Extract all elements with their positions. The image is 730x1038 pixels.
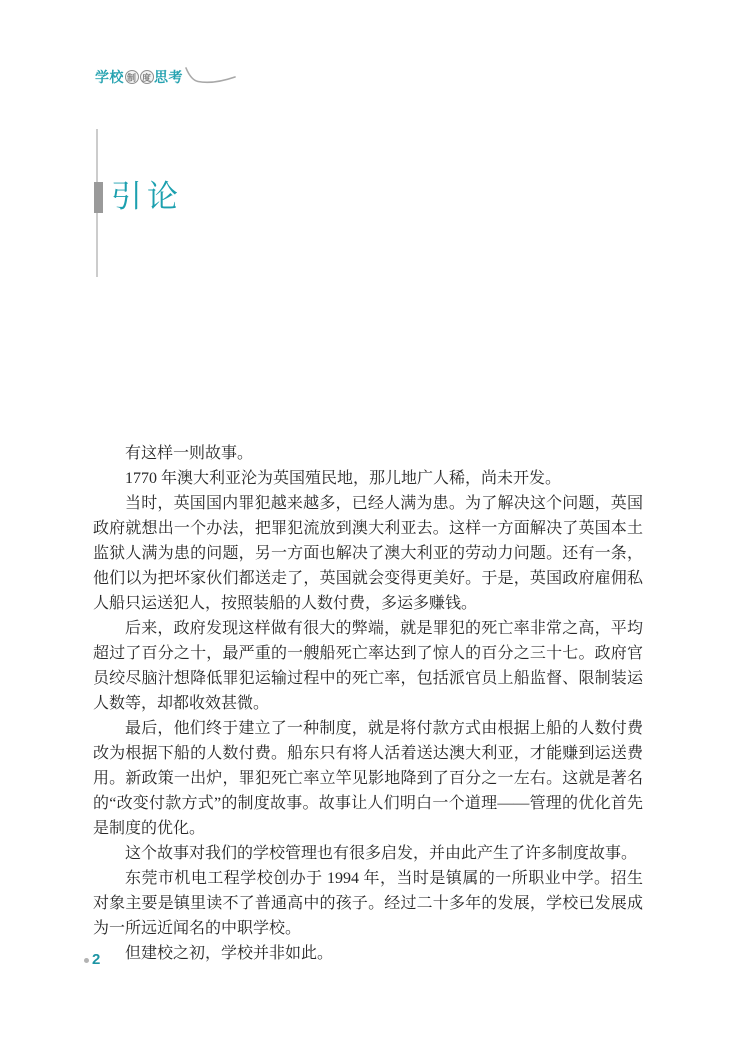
- brand-logo-text-left: 学校: [95, 69, 124, 85]
- brand-logo-text-right: 思考: [154, 69, 183, 85]
- paragraph: 当时，英国国内罪犯越来越多，已经人满为患。为了解决这个问题，英国政府就想出一个办法，把罪犯流放到澳大利亚去。这样一方面解决了英国本土监狱人满为患的问题，另一方面也解决了澳大利亚的劳动力问题。还有一条，他们以为把坏家伙们都送走了，英国就会变得更美好。于是，英国政府雇佣私人船只运送犯人，按照装船的人数付费，多运多赚钱。: [93, 495, 643, 612]
- body-text-block: [93, 441, 643, 966]
- paragraph: 最后，他们终于建立了一种制度，就是将付款方式由根据上船的人数付费改为根据下船的人数付费。船东只有将人活着送达澳大利亚，才能赚到运送费用。新政策一出炉，罪犯死亡率立竿见影地降到了百分之一左右。这就是著名的“改变付款方式”的制度故事。故事让人们明白一个道理——管理的优化首先是制度的优化。: [93, 720, 643, 837]
- brand-circled-char-2: 度: [140, 70, 154, 84]
- paragraph: 1770 年澳大利亚沦为英国殖民地，那儿地广人稀，尚未开发。: [125, 470, 562, 487]
- paragraph: 有这样一则故事。: [125, 445, 254, 462]
- brand-circled-char-1: 制: [125, 70, 139, 84]
- page-footer: [84, 951, 100, 968]
- heading-tick-bar: [94, 182, 103, 213]
- page-number-bullet-icon: [84, 958, 89, 963]
- page-title: 引论: [111, 179, 183, 214]
- brand-logo: [95, 65, 237, 89]
- paragraph: 东莞市机电工程学校创办于 1994 年，当时是镇属的一所职业中学。招生对象主要是镇里读不了普通高中的孩子。经过二十多年的发展，学校已发展成为一所远近闻名的中职学校。: [93, 870, 643, 937]
- page-number: 2: [92, 951, 101, 968]
- paragraph: 这个故事对我们的学校管理也有很多启发，并由此产生了许多制度故事。: [125, 845, 638, 862]
- paragraph: 后来，政府发现这样做有很大的弊端，就是罪犯的死亡率非常之高，平均超过了百分之十，最严重的一艘船死亡率达到了惊人的百分之三十七。政府官员绞尽脑汁想降低罪犯运输过程中的死亡率，包括派官员上船监督、限制装运人数等，却都收效甚微。: [93, 620, 643, 712]
- paragraph: 但建校之初，学校并非如此。: [125, 945, 334, 962]
- swoosh-curve-icon: [185, 67, 237, 94]
